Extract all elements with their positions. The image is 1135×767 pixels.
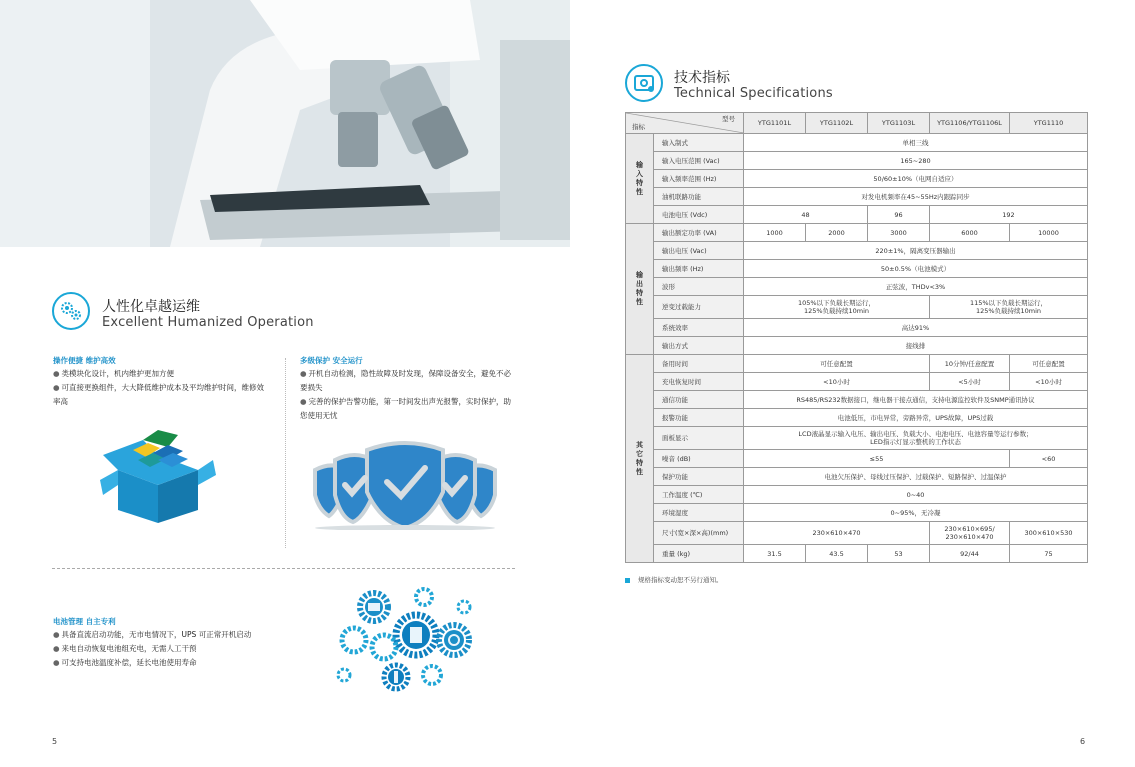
table-cell: 192 [930,206,1088,224]
spec-table [625,112,1088,563]
table-row [626,152,1088,170]
feature-heading: 多级保护 安全运行 [300,356,363,365]
row-label: 输出电压 (Vac) [654,242,744,260]
table-row [626,522,1088,545]
table-row [626,486,1088,504]
bullet-square-icon [625,578,630,583]
row-label: 输出额定功率 (VA) [654,224,744,242]
table-cell: 165~280 [744,152,1088,170]
row-label: 工作温度 (℃) [654,486,744,504]
feature-heading: 电池管理 自主专利 [53,617,116,626]
row-label: 电池电压 (Vdc) [654,206,744,224]
group-output-label: 输 出 特 性 [626,224,654,355]
table-cell: 53 [868,545,930,563]
row-label: 报警功能 [654,409,744,427]
row-label: 尺寸(宽×深×高)(mm) [654,522,744,545]
table-cell: 正弦波，THDv<3% [744,278,1088,296]
model-header: YTG1110 [1010,113,1088,134]
row-label: 环境湿度 [654,504,744,522]
table-row [626,224,1088,242]
table-cell: <60 [1010,450,1088,468]
table-row [626,355,1088,373]
right-page [570,0,1135,767]
table-row [626,206,1088,224]
spec-note: 规格指标变动恕不另行通知。 [625,575,723,584]
table-cell: 50±0.5%（电池模式） [744,260,1088,278]
row-label: 输入制式 [654,134,744,152]
group-other-label: 其 它 特 性 [626,355,654,563]
shields-illustration [305,440,505,530]
table-cell: ≤55 [744,450,1010,468]
gears-section-icon [52,292,90,330]
row-label: 输入频率范围 (Hz) [654,170,744,188]
table-cell: <10小时 [1010,373,1088,391]
model-header: YTG1102L [806,113,868,134]
row-label: 系统效率 [654,319,744,337]
table-cell: 105%以下负载长期运行， 125%负载持续10min [744,296,930,319]
table-cell: 1000 [744,224,806,242]
row-label: 备用时间 [654,355,744,373]
feature-line: ● 具备直流启动功能，无市电情况下，UPS 可正常开机启动 ● 来电自动恢复电池组充电，无需人工干预 ● 可支持电池温度补偿，延长电池使用寿命 [53,630,252,667]
table-row [626,242,1088,260]
row-label: 保护功能 [654,468,744,486]
section-title-en: Excellent Humanized Operation [102,315,314,330]
table-cell: 2000 [806,224,868,242]
table-row [626,260,1088,278]
table-cell: 可任意配置 [744,355,930,373]
table-cell: 43.5 [806,545,868,563]
feature-heading: 操作便捷 维护高效 [53,356,116,365]
row-label: 波形 [654,278,744,296]
table-cell: 3000 [868,224,930,242]
table-row [626,504,1088,522]
table-cell: 48 [744,206,868,224]
row-label: 重量 (kg) [654,545,744,563]
row-label: 面板显示 [654,427,744,450]
table-cell: <10小时 [744,373,930,391]
row-label: 逆变过载能力 [654,296,744,319]
page-number: 6 [1080,737,1086,746]
table-row [626,134,1088,152]
table-corner-cell: 型号 指标 [626,113,744,134]
horizontal-divider [52,568,515,569]
table-row [626,391,1088,409]
table-row [626,373,1088,391]
model-header: YTG1106/YTG1106L [930,113,1010,134]
table-cell: 75 [1010,545,1088,563]
feature-line: ● 开机自动检测，隐性故障及时发现，保障设备安全，避免不必 要损失 ● 完善的保护告警功能，第一时间发出声光报警，实时保护，助 您使用无忧 [300,369,512,420]
table-row [626,427,1088,450]
section-title-cn: 人性化卓越运维 [102,299,200,315]
table-row [626,188,1088,206]
row-label: 输入电压范围 (Vac) [654,152,744,170]
row-label: 充电恢复时间 [654,373,744,391]
row-label: 通信功能 [654,391,744,409]
table-row [626,319,1088,337]
microscope-photo [0,0,570,247]
table-cell: 220±1%，隔离变压器输出 [744,242,1088,260]
table-cell: 接线排 [744,337,1088,355]
specs-section-icon [625,64,663,102]
table-row [626,278,1088,296]
table-row [626,296,1088,319]
model-header: YTG1103L [868,113,930,134]
section-title-en: Technical Specifications [674,86,833,101]
table-row [626,409,1088,427]
table-header-row [626,113,1088,134]
table-cell: 单相三线 [744,134,1088,152]
row-label: 油机联路功能 [654,188,744,206]
table-cell: 31.5 [744,545,806,563]
table-cell: 10分钟/任意配置 [930,355,1010,373]
table-cell: 高达91% [744,319,1088,337]
table-row [626,545,1088,563]
table-cell: 96 [868,206,930,224]
vertical-divider [285,358,286,548]
table-cell: 50/60±10%（电网自适应） [744,170,1088,188]
table-row [626,450,1088,468]
table-cell: 115%以下负载长期运行， 125%负载持续10min [930,296,1088,319]
table-cell: 300×610×530 [1010,522,1088,545]
table-cell: 对发电机频率在45~55Hz内跟踪同步 [744,188,1088,206]
table-cell: 92/44 [930,545,1010,563]
section-title-cn: 技术指标 [674,70,730,86]
table-row [626,337,1088,355]
table-cell: 电池欠压保护、母线过压保护、过载保护、短路保护、过温保护 [744,468,1088,486]
table-cell: 230×610×695/ 230×610×470 [930,522,1010,545]
row-label: 输出频率 (Hz) [654,260,744,278]
table-cell: 10000 [1010,224,1088,242]
table-cell: 230×610×470 [744,522,930,545]
group-input-label: 输 入 特 性 [626,134,654,224]
row-label: 输出方式 [654,337,744,355]
table-cell: 0~40 [744,486,1088,504]
table-cell: LCD液晶显示输入电压、输出电压、负载大小、电池电压、电池容量等运行参数； LED指示灯显示整机的工作状态 [744,427,1088,450]
table-cell: 可任意配置 [1010,355,1088,373]
feature-line: ● 类模块化设计，机内维护更加方便 ● 可直接更换组件，大大降低维护成本及平均维护时间，维修效 率高 [53,369,265,406]
page-number: 5 [52,737,58,746]
table-cell: <5小时 [930,373,1010,391]
modules-box-illustration [98,425,218,525]
table-row [626,468,1088,486]
table-cell: 0~95%，无冷凝 [744,504,1088,522]
gear-cluster-illustration [336,585,476,695]
table-cell: 电池低压，市电异常，旁路异常，UPS故障，UPS过载 [744,409,1088,427]
table-cell: RS485/RS232数据接口，继电器干接点通信，支持电源监控软件及SNMP通讯协议 [744,391,1088,409]
model-header: YTG1101L [744,113,806,134]
table-row [626,170,1088,188]
row-label: 噪音 (dB) [654,450,744,468]
table-cell: 6000 [930,224,1010,242]
